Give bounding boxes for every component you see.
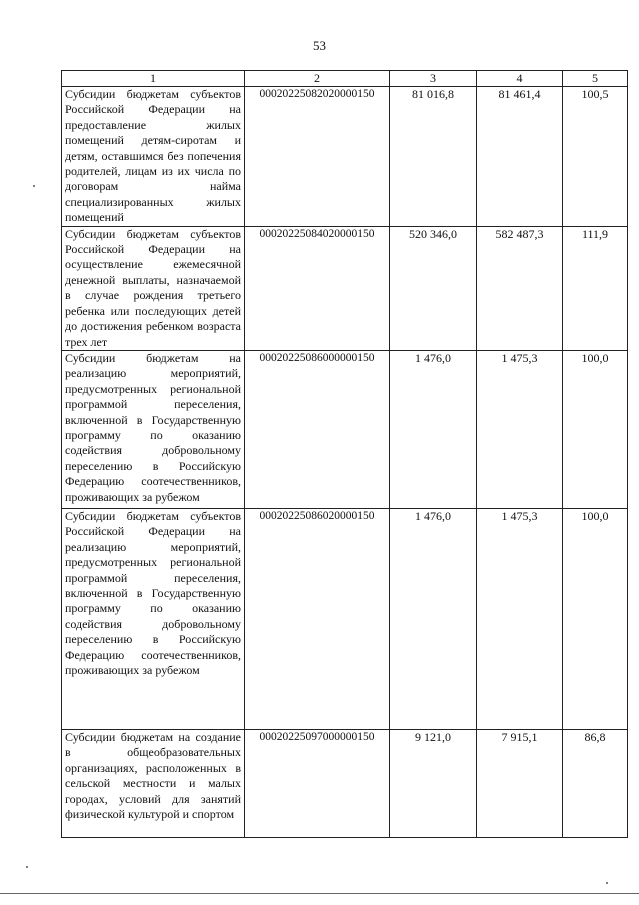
column-header-3: 3 xyxy=(390,71,477,87)
row-col4: 582 487,3 xyxy=(477,226,563,350)
row-description: Субсидии бюджетам на создание в общеобразовательных организациях, расположенных в сельской местности и малых городах, условий для занятий физической культурой и спортом xyxy=(62,729,245,837)
column-header-4: 4 xyxy=(477,71,563,87)
row-col4: 1 475,3 xyxy=(477,508,563,729)
row-col3: 1 476,0 xyxy=(390,350,477,508)
row-col5: 100,5 xyxy=(563,87,628,227)
row-description: Субсидии бюджетам субъектов Российской Федерации на реализацию мероприятий, предусмотренных региональной программой переселения, включенной в Государственную программу по оказанию содействия добровольному переселению в Российскую Федерацию соотечественников, проживающих за рубежом xyxy=(62,508,245,729)
row-col4: 81 461,4 xyxy=(477,87,563,227)
column-header-2: 2 xyxy=(245,71,390,87)
row-col5: 86,8 xyxy=(563,729,628,837)
row-code: 00020225097000000150 xyxy=(245,729,390,837)
row-col4: 1 475,3 xyxy=(477,350,563,508)
row-col3: 1 476,0 xyxy=(390,508,477,729)
row-col3: 520 346,0 xyxy=(390,226,477,350)
row-col4: 7 915,1 xyxy=(477,729,563,837)
row-col5: 111,9 xyxy=(563,226,628,350)
row-code: 00020225086020000150 xyxy=(245,508,390,729)
row-code: 00020225086000000150 xyxy=(245,350,390,508)
table-header-row xyxy=(62,71,628,87)
row-col5: 100,0 xyxy=(563,350,628,508)
column-header-5: 5 xyxy=(563,71,628,87)
column-header-1: 1 xyxy=(62,71,245,87)
scan-speck xyxy=(33,185,35,187)
table-row xyxy=(62,350,628,508)
table-row xyxy=(62,508,628,729)
budget-table xyxy=(61,70,628,838)
table-row xyxy=(62,729,628,837)
row-col3: 9 121,0 xyxy=(390,729,477,837)
table-row xyxy=(62,87,628,227)
row-col3: 81 016,8 xyxy=(390,87,477,227)
row-description: Субсидии бюджетам субъектов Российской Федерации на осуществление ежемесячной денежной выплаты, назначаемой в случае рождения третьего ребенка или последующих детей до достижения ребенком возраста трех лет xyxy=(62,226,245,350)
scan-speck xyxy=(606,882,608,884)
table-row xyxy=(62,226,628,350)
row-description: Субсидии бюджетам на реализацию мероприятий, предусмотренных региональной программой переселения, включенной в Государственную программу по оказанию содействия добровольному переселению в Российскую Федерацию соотечественников, проживающих за рубежом xyxy=(62,350,245,508)
row-code: 00020225082020000150 xyxy=(245,87,390,227)
row-code: 00020225084020000150 xyxy=(245,226,390,350)
page-number: 53 xyxy=(313,38,326,53)
scan-speck xyxy=(26,866,28,868)
page-bottom-rule xyxy=(0,893,639,894)
row-description: Субсидии бюджетам субъектов Российской Федерации на предоставление жилых помещений детям-сиротам и детям, оставшимся без попечения родителей, лицам из их числа по договорам найма специализированных жилых помещений xyxy=(62,87,245,227)
row-col5: 100,0 xyxy=(563,508,628,729)
